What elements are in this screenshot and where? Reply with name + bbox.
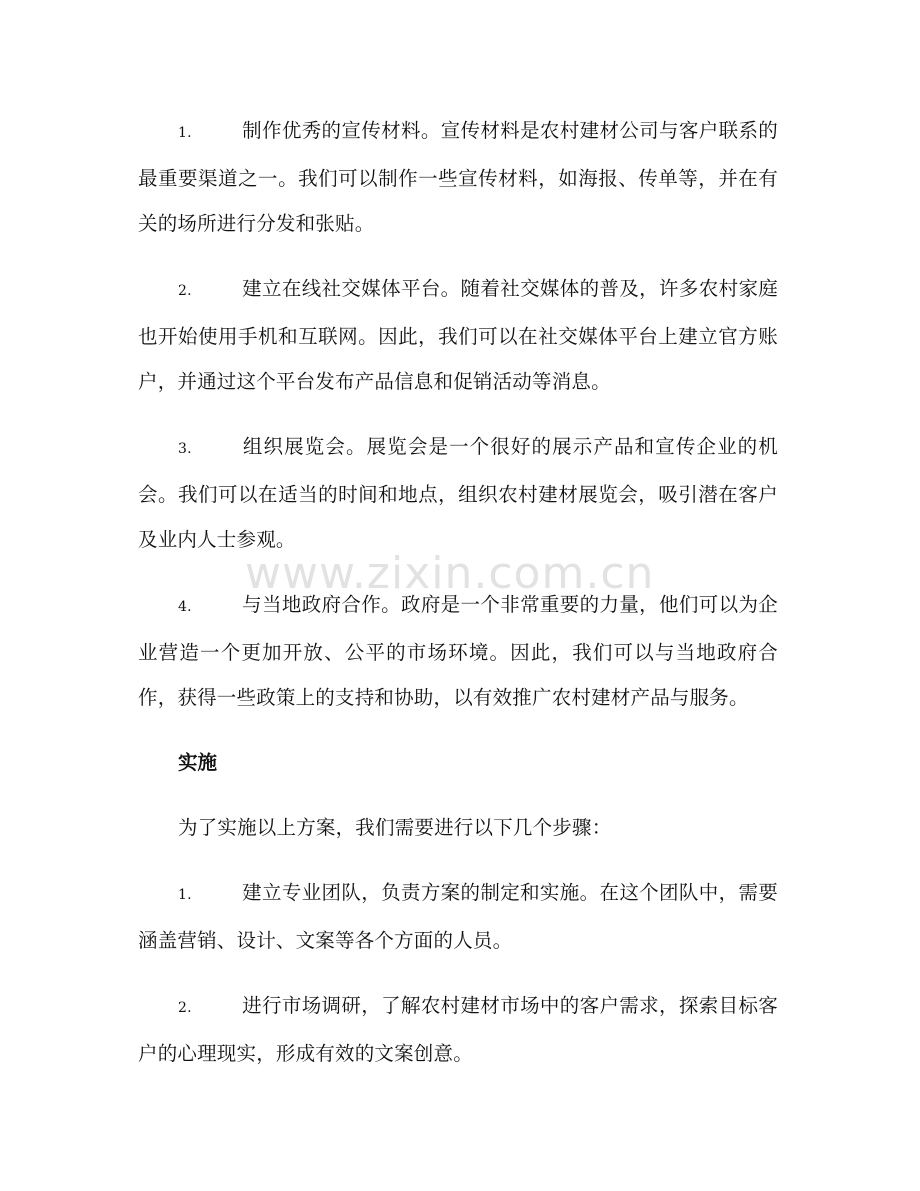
section-intro: 为了实施以上方案，我们需要进行以下几个步骤： xyxy=(178,816,612,839)
list-item-number: 4. xyxy=(178,599,192,615)
list-item xyxy=(138,424,778,562)
list-item xyxy=(138,870,778,963)
list-item xyxy=(138,108,778,246)
list-item-text: 建立在线社交媒体平台。随着社交媒体的普及，许多农村家庭也开始使用手机和互联网。因此，我们可以在社交媒体平台上建立官方账户，并通过这个平台发布产品信息和促销活动等消息。 xyxy=(138,277,778,393)
list-item-text: 制作优秀的宣传材料。宣传材料是农村建材公司与客户联系的最重要渠道之一。我们可以制作一些宣传材料，如海报、传单等，并在有关的场所进行分发和张贴。 xyxy=(138,119,778,235)
list-item xyxy=(138,266,778,404)
list-item-number: 2. xyxy=(178,283,192,299)
section-heading: 实施 xyxy=(178,751,218,774)
list-item xyxy=(138,983,778,1076)
list-item-text: 进行市场调研，了解农村建材市场中的客户需求，探索目标客户的心理现实，形成有效的文案创意。 xyxy=(138,994,778,1065)
list-item-number: 2. xyxy=(178,1000,192,1016)
watermark: www.zixin.com.cn xyxy=(245,548,655,599)
list-item-text: 组织展览会。展览会是一个很好的展示产品和宣传企业的机会。我们可以在适当的时间和地点，组织农村建材展览会，吸引潜在客户及业内人士参观。 xyxy=(138,435,778,551)
list-item-text: 与当地政府合作。政府是一个非常重要的力量，他们可以为企业营造一个更加开放、公平的市场环境。因此，我们可以与当地政府合作，获得一些政策上的支持和协助，以有效推广农村建材产品与服务。 xyxy=(138,593,778,709)
document-body xyxy=(138,108,778,1096)
list-item xyxy=(138,582,778,720)
list-item-number: 1. xyxy=(178,887,192,903)
list-item-number: 1. xyxy=(178,125,192,141)
list-item-text: 建立专业团队，负责方案的制定和实施。在这个团队中，需要涵盖营销、设计、文案等各个方面的人员。 xyxy=(138,881,778,952)
list-item-number: 3. xyxy=(178,441,192,457)
